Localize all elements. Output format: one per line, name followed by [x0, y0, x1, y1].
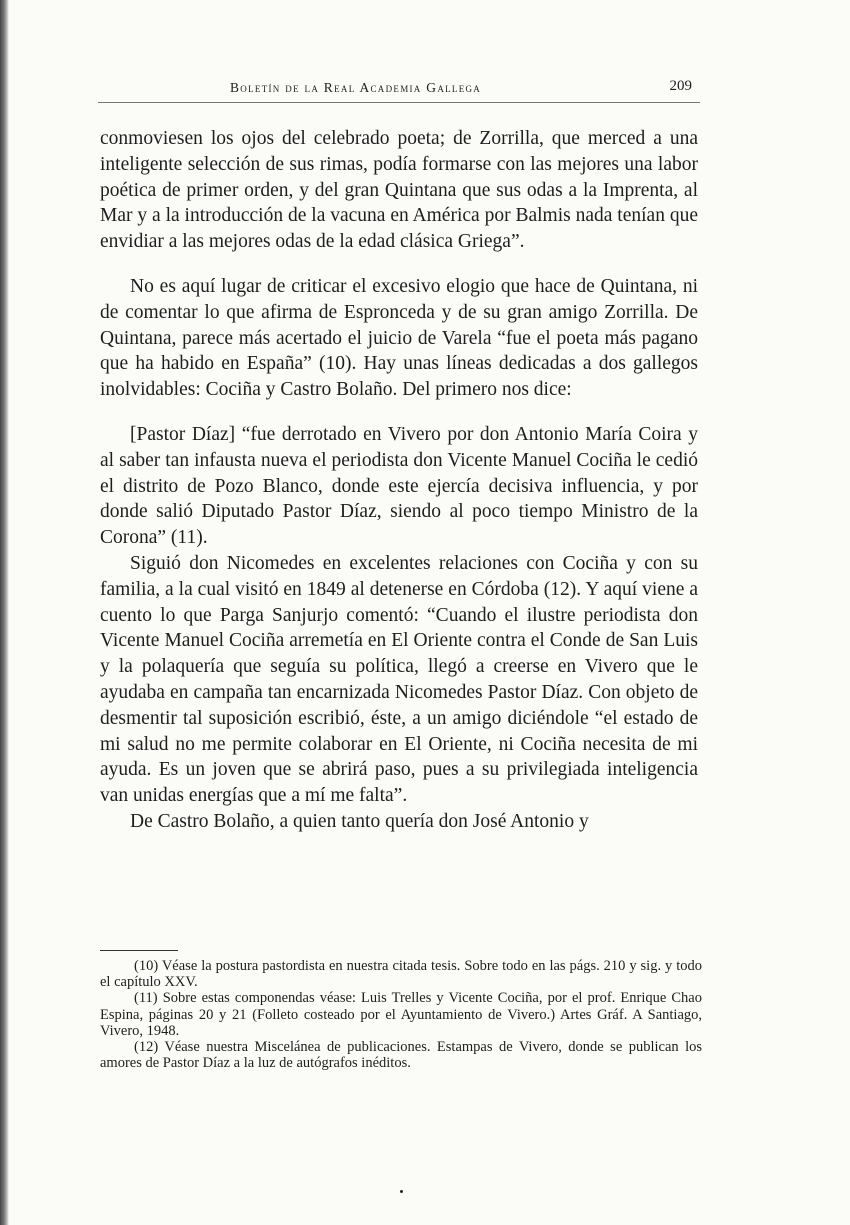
footnote-11: (11) Sobre estas componendas véase: Luis Trelles y Vicente Cociña, por el prof. Enrique Chao Espina, páginas 20 y 21 (Folleto costeado por el Ayuntamiento de Vivero.) Artes Gráf. A Santiago, Vivero, 1948.	[100, 990, 702, 1039]
page-binding-edge	[0, 0, 9, 1225]
page-header	[98, 80, 700, 103]
running-head: Boletín de la Real Academia Gallega	[230, 80, 482, 95]
footnote-10: (10) Véase la postura pastordista en nuestra citada tesis. Sobre todo en las págs. 210 y sig. y todo el capítulo XXV.	[100, 958, 702, 991]
paragraph-castro-bolano: De Castro Bolaño, a quien tanto quería don José Antonio y	[130, 810, 589, 832]
footnotes	[100, 958, 702, 1071]
footnote-12: (12) Véase nuestra Miscelánea de publicaciones. Estampas de Vivero, donde se publican los amores de Pastor Díaz a la luz de autógrafos inéditos.	[100, 1039, 702, 1072]
paragraph-continuation: conmoviesen los ojos del celebrado poeta; de Zorrilla, que merced a una inteligente selección de sus rimas, podía formarse con las mejores una labor poética de primer orden, y del gran Quintana que sus odas a la Imprenta, al Mar y a la introducción de la vacuna en América por Balmis nada tenían que envidiar a las mejores odas de la edad clásica Griega”.	[100, 128, 698, 253]
paragraph-criticism: No es aquí lugar de criticar el excesivo elogio que hace de Quintana, ni de comentar lo que afirma de Espronceda y de su gran amigo Zorrilla. De Quintana, parece más acertado el juicio de Varela “fue el poeta más pagano que ha habido en España” (10). Hay unas líneas dedicadas a dos gallegos inolvidables: Cociña y Castro Bolaño. Del primero nos dice:	[100, 275, 698, 401]
block-quote-pastor-diaz: [Pastor Díaz] “fue derrotado en Vivero por don Antonio María Coira y al saber tan infausta nueva el periodista don Vicente Manuel Cociña le cedió el distrito de Pozo Blanco, donde este ejercía decisiva influencia, y por donde salió Diputado Pastor Díaz, siendo al poco tiempo Ministro de la Corona” (11).	[100, 423, 698, 549]
paragraph-nicomedes: Siguió don Nicomedes en excelentes relaciones con Cociña y con su familia, a la cual visitó en 1849 al detenerse en Córdoba (12). Y aquí viene a cuento lo que Parga Sanjurjo comentó: “Cuando el ilustre periodista don Vicente Manuel Cociña arremetía en El Oriente contra el Conde de San Luis y la polaquería que seguía su política, llegó a creerse en Vivero que le ayudaba en campaña tan encarnizada Nicomedes Pastor Díaz. Con objeto de desmentir tal suposición escribió, éste, a un amigo diciéndole “el estado de mi salud no me permite colaborar en El Oriente, ni Cociña necesita de mi ayuda. Es un joven que se abrirá paso, pues a su privilegiada inteligencia van unidas energías que a mí me falta”.	[100, 552, 698, 807]
body-text	[100, 126, 698, 835]
page-number: 209	[669, 78, 692, 94]
print-speck	[400, 1190, 403, 1193]
footnote-rule	[100, 950, 178, 951]
